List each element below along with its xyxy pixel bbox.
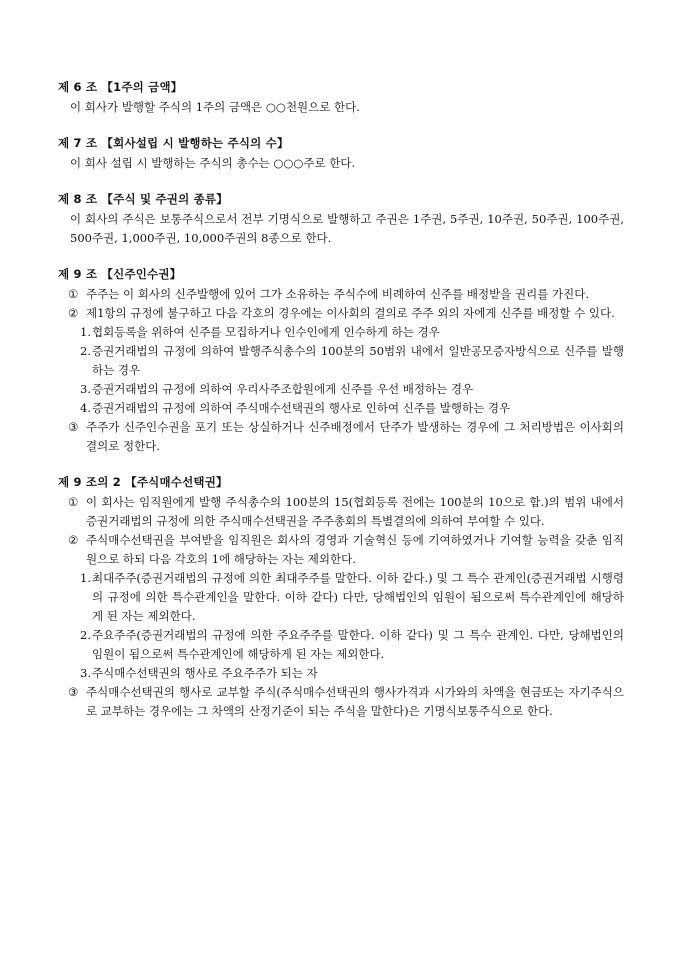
clause-marker: ② (68, 306, 79, 320)
article-text: 이 회사 설립 시 발행하는 주식의 총수는 ○○○주로 한다. (70, 156, 356, 170)
article-6 (58, 78, 624, 117)
subclause-item (58, 342, 624, 380)
article-text: 이 회사가 발행할 주식의 1주의 금액은 ○○천원으로 한다. (70, 100, 360, 114)
clause-item (58, 418, 624, 456)
subclause-text: 주요주주(증권거래법의 규정에 의한 주요주주를 말한다. 이하 같다) 및 그 특수 관계인. 다만, 당해법인의 임원이 됨으로써 특수관계인에 해당하게 된 자는 제외한다. (92, 628, 624, 661)
subclause-marker: 2. (80, 344, 91, 358)
clause-item (58, 493, 624, 531)
subclause-marker: 3. (80, 382, 91, 396)
article-heading: 제 9 조의 2 【주식매수선택권】 (58, 475, 228, 489)
subclause-item (58, 399, 624, 418)
subclause-item (58, 323, 624, 342)
subclause-marker: 3. (80, 666, 91, 680)
clause-text: 주주가 신주인수권을 포기 또는 상실하거나 신주배정에서 단주가 발생하는 경우에 그 처리방법은 이사회의 결의로 정한다. (86, 420, 624, 453)
clause-marker: ① (68, 287, 79, 301)
article-7 (58, 134, 624, 173)
clause-text: 제1항의 규정에 불구하고 다음 각호의 경우에는 이사회의 결의로 주주 외의 자에게 신주를 배정할 수 있다. (86, 306, 615, 320)
clause-marker: ② (68, 533, 79, 547)
clause-text: 주식매수선택권을 부여받을 임직원은 회사의 경영과 기술혁신 등에 기여하였거나 기여할 능력을 갖춘 임직원으로 하되 다음 각호의 1에 해당하는 자는 제외한다. (86, 533, 624, 566)
subclause-marker: 1. (80, 571, 91, 585)
subclause-text: 증권거래법의 규정에 의하여 주식매수선택권의 행사로 인하여 신주를 발행하는 경우 (92, 401, 511, 415)
subclause-item (58, 626, 624, 664)
subclause-item (58, 664, 624, 683)
article-text: 이 회사의 주식은 보통주식으로서 전부 기명식으로 발행하고 주권은 1주권, 5주권, 10주권, 50주권, 100주권, 500주권, 1,000주권, 10,000주권의 8종으로 한다. (70, 212, 624, 245)
subclause-marker: 4. (80, 401, 91, 415)
subclause-marker: 1. (80, 325, 91, 339)
clause-marker: ① (68, 495, 79, 509)
subclause-marker: 2. (80, 628, 91, 642)
clause-marker: ③ (68, 685, 79, 699)
subclause-text: 최대주주(증권거래법의 규정에 의한 최대주주를 말한다. 이하 같다.) 및 그 특수 관계인(증권거래법 시행령의 규정에 의한 특수관계인을 말한다. 이하 같다) 다만, 당해법인의 임원이 됨으로써 특수관계인에 해당하게 된 자는 제외한다. (92, 571, 624, 623)
article-heading: 제 7 조 【회사설립 시 발행하는 주식의 수】 (58, 136, 289, 150)
subclause-text: 증권거래법의 규정에 의하여 발행주식총수의 100분의 50범위 내에서 일반공모증자방식으로 신주를 발행하는 경우 (92, 344, 624, 377)
subclause-item (58, 569, 624, 626)
clause-marker: ③ (68, 420, 79, 434)
article-8 (58, 190, 624, 248)
clause-item (58, 285, 624, 304)
subclause-item (58, 380, 624, 399)
clause-item (58, 683, 624, 721)
clause-text: 주주는 이 회사의 신주발행에 있어 그가 소유하는 주식수에 비례하여 신주를 배정받을 권리를 가진다. (86, 287, 589, 301)
subclause-text: 증권거래법의 규정에 의하여 우리사주조합원에게 신주를 우선 배정하는 경우 (92, 382, 474, 396)
article-9 (58, 265, 624, 456)
clause-text: 이 회사는 임직원에게 발행 주식총수의 100분의 15(협회등록 전에는 100분의 10으로 함.)의 범위 내에서 증권거래법의 규정에 의한 주식매수선택권을 주주총회의 특별결의에 의하여 부여할 수 있다. (86, 495, 624, 528)
article-heading: 제 6 조 【1주의 금액】 (58, 80, 183, 94)
article-heading: 제 8 조 【주식 및 주권의 종류】 (58, 192, 228, 206)
clause-item (58, 304, 624, 323)
subclause-text: 주식매수선택권의 행사로 주요주주가 되는 자 (92, 666, 318, 680)
article-heading: 제 9 조 【신주인수권】 (58, 267, 182, 281)
article-9-2 (58, 473, 624, 721)
subclause-text: 협회등록을 위하여 신주를 모집하거나 인수인에게 인수하게 하는 경우 (92, 325, 440, 339)
clause-item (58, 531, 624, 569)
clause-text: 주식매수선택권의 행사로 교부할 주식(주식매수선택권의 행사가격과 시가와의 차액을 현금또는 자기주식으로 교부하는 경우에는 그 차액의 산정기준이 되는 주식을 말한다)은 기명식보통주식으로 한다. (86, 685, 624, 718)
